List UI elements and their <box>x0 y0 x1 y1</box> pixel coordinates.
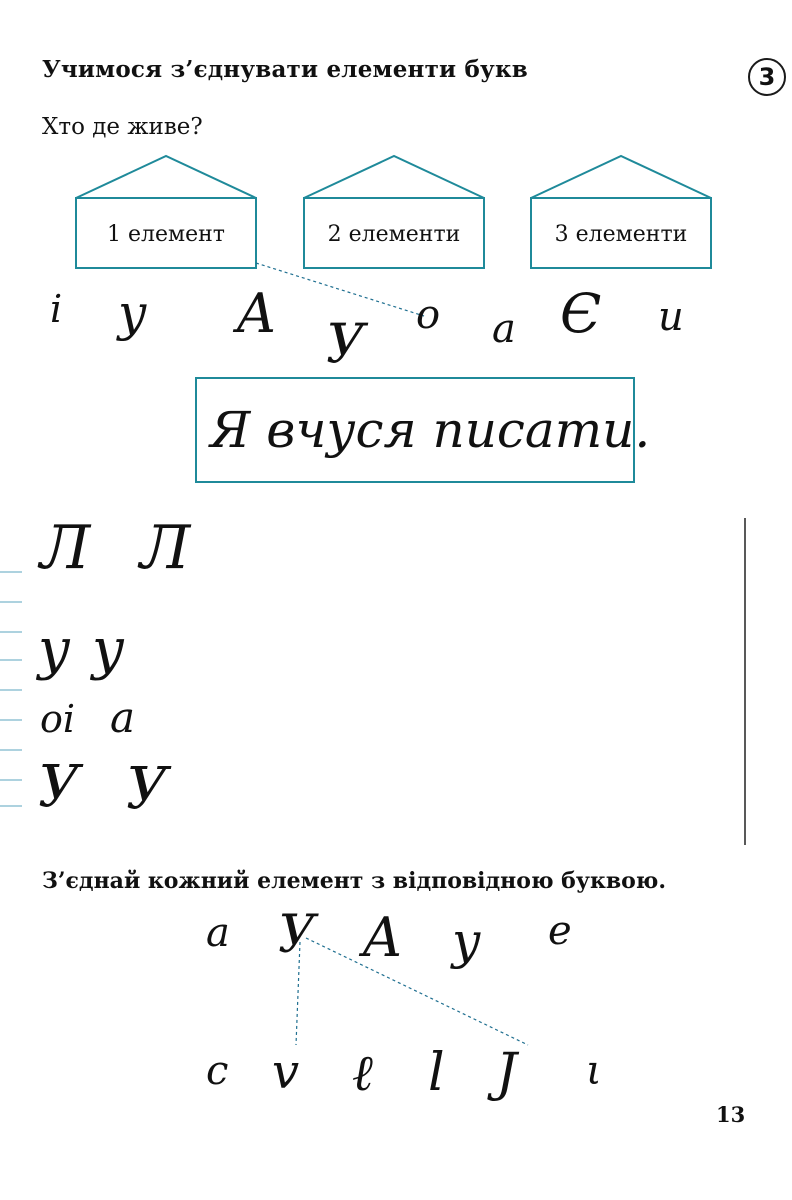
dashed-connection-line <box>256 263 424 316</box>
cursive-letter: а <box>206 910 230 956</box>
house-label-3: 3 елементи <box>554 222 688 247</box>
cursive-letter: У <box>326 312 366 375</box>
cursive-letter: у <box>452 912 482 970</box>
practice-element: а <box>110 693 136 742</box>
page-title: Учимося з’єднувати елементи букв <box>42 56 528 83</box>
margin-ticks <box>0 572 22 806</box>
exercise-2-letters <box>206 905 572 970</box>
letter-element: J <box>496 1043 517 1103</box>
exercise-question: Хто де живе? <box>42 114 203 140</box>
house-1 <box>76 156 256 268</box>
page-number: 13 <box>716 1102 746 1127</box>
practice-element: У <box>126 754 168 822</box>
cursive-letters-row <box>50 282 684 375</box>
house-label-1: 1 елемент <box>107 222 225 247</box>
cursive-letter: У <box>278 905 316 965</box>
cursive-letter: Є <box>560 282 602 345</box>
cursive-letter: а <box>492 306 516 352</box>
practice-element: оі <box>40 697 76 741</box>
house-label-2: 2 елементи <box>327 222 461 247</box>
letter-element: с <box>206 1048 229 1094</box>
exercise-2-connections <box>296 938 528 1045</box>
cursive-letter: А <box>362 906 403 969</box>
practice-rows <box>35 513 192 822</box>
house-2 <box>304 156 484 268</box>
letter-element: l <box>428 1043 445 1103</box>
letter-element: ℓ <box>352 1044 373 1102</box>
lesson-number-badge: 3 <box>748 58 786 96</box>
cursive-letter: і <box>50 287 63 331</box>
cursive-letter: у <box>118 284 148 342</box>
motto-text: Я вчуся писати. <box>210 401 651 459</box>
cursive-letter: и <box>658 294 684 340</box>
letter-element: ι <box>586 1048 602 1094</box>
cursive-letter: е <box>548 908 572 954</box>
practice-element: у <box>38 617 71 682</box>
practice-element: Л <box>40 513 91 583</box>
letter-element: v <box>272 1044 300 1100</box>
exercise-instruction: З’єднай кожний елемент з відповідною буквою. <box>42 868 667 894</box>
cursive-letter: о <box>416 292 441 338</box>
practice-element: у <box>92 617 125 682</box>
house-3 <box>531 156 711 268</box>
cursive-letter: А <box>236 282 277 345</box>
exercise-2-elements <box>206 1043 602 1103</box>
practice-element: У <box>38 752 80 820</box>
practice-element: Л <box>140 513 191 583</box>
